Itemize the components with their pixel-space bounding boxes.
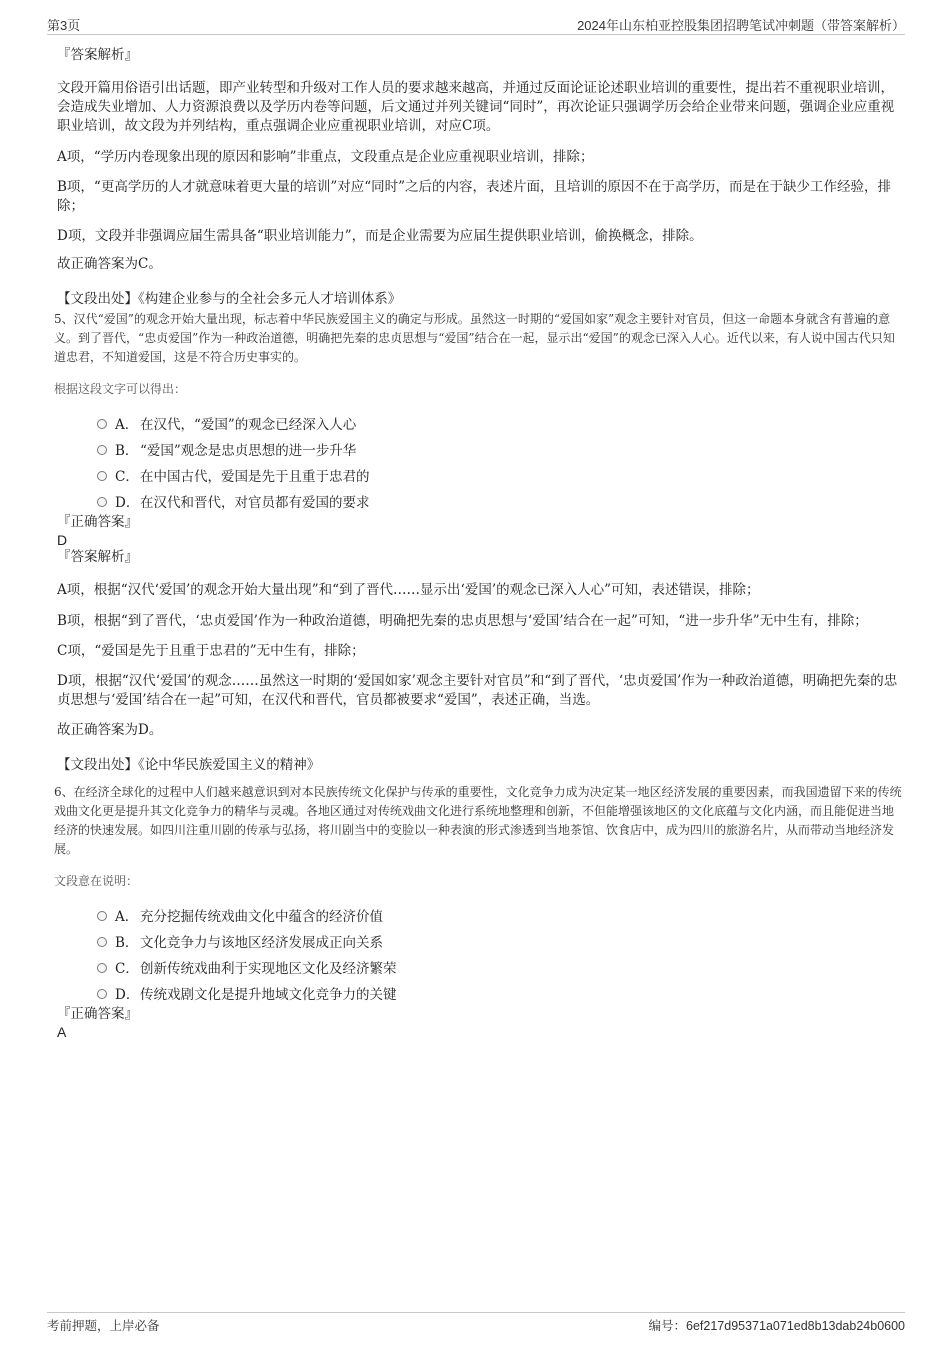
radio-button[interactable] xyxy=(97,497,107,507)
radio-button[interactable] xyxy=(97,911,107,921)
options-group xyxy=(57,411,905,515)
analysis-conclusion: 故正确答案为D。 xyxy=(57,722,163,738)
option-text: 在汉代，“爱国”的观念已经深入人心 xyxy=(140,417,357,433)
option-b[interactable] xyxy=(97,929,905,955)
radio-button[interactable] xyxy=(97,937,107,947)
analysis-paragraph: D项，文段并非强调应届生需具备“职业培训能力”，而是企业需要为应届生提供职业培训，偷换概念，排除。 xyxy=(57,228,703,244)
answer-label: 『正确答案』 xyxy=(57,1006,138,1022)
radio-button[interactable] xyxy=(97,963,107,973)
analysis-paragraph: B项，“更高学历的人才就意味着更大量的培训”对应“同时”之后的内容，表述片面，且培训的原因不在于高学历，而是在于缺少工作经验，排除； xyxy=(57,179,892,214)
code-label: 编号： xyxy=(648,1319,687,1333)
correct-answer: A xyxy=(57,1024,67,1040)
analysis-label: 『答案解析』 xyxy=(57,549,138,565)
passage-source: 【文段出处】《论中华民族爱国主义的精神》 xyxy=(57,757,321,773)
option-letter: C． xyxy=(115,961,139,977)
option-d[interactable] xyxy=(97,489,905,515)
option-letter: C． xyxy=(115,469,139,485)
document-code xyxy=(649,1316,906,1334)
option-text: 创新传统戏曲利于实现地区文化及经济繁荣 xyxy=(140,961,397,977)
option-b[interactable] xyxy=(97,437,905,463)
analysis-paragraph: 文段开篇用俗语引出话题，即产业转型和升级对工作人员的要求越来越高，并通过反面论证论述职业培训的重要性，提出若不重视职业培训，会造成失业增加、人力资源浪费以及学历内卷等问题，后文通过并列关键词“同时”，再次论证只强调学历会给企业带来问题，强调企业应重视职业培训，故文段为并列结构，重点强调企业应重视职业培训，对应C项。 xyxy=(57,80,895,134)
analysis-label: 『答案解析』 xyxy=(57,47,138,63)
option-c[interactable] xyxy=(97,955,905,981)
option-letter: A． xyxy=(115,909,139,925)
analysis-paragraph: A项，根据“汉代‘爱国’的观念开始大量出现”和“到了晋代……显示出‘爱国’的观念已深入人心”可知，表述错误，排除； xyxy=(57,582,760,598)
option-text: 在汉代和晋代，对官员都有爱国的要求 xyxy=(140,495,370,511)
analysis-paragraph: A项，“学历内卷现象出现的原因和影响”非重点，文段重点是企业应重视职业培训，排除； xyxy=(57,149,594,165)
option-letter: B． xyxy=(115,935,139,951)
page-content xyxy=(54,44,905,1040)
analysis-paragraph: B项，根据“到了晋代，‘忠贞爱国’作为一种政治道德，明确把先秦的忠贞思想与‘爱国’结合在一起”可知，“进一步升华”无中生有，排除； xyxy=(57,613,868,629)
radio-button[interactable] xyxy=(97,445,107,455)
answer-label: 『正确答案』 xyxy=(57,514,138,530)
question-stem: 6、在经济全球化的过程中人们越来越意识到对本民族传统文化保护与传承的重要性，文化竞争力成为决定某一地区经济发展的重要因素，而我国遗留下来的传统戏曲文化更是提升其文化竞争力的精华与灵魂。各地区通过对传统戏曲文化进行系统地整理和创新，不但能增强该地区的文化底蕴与文化内涵，而且能促进当地经济的快速发展。如四川注重川剧的传承与弘扬，将川剧当中的变脸以一种表演的形式渗透到当地茶馆、饮食店中，成为四川的旅游名片，从而带动当地经济发展。 xyxy=(54,785,902,856)
radio-button[interactable] xyxy=(97,989,107,999)
code-value: 6ef217d95371a071ed8b13dab24b0600 xyxy=(686,1319,905,1333)
options-group xyxy=(57,903,905,1007)
option-text: 文化竞争力与该地区经济发展成正向关系 xyxy=(140,935,383,951)
option-text: “爱国”观念是忠贞思想的进一步升华 xyxy=(140,443,357,459)
page-number: 第3页 xyxy=(47,18,81,33)
radio-button[interactable] xyxy=(97,471,107,481)
radio-button[interactable] xyxy=(97,419,107,429)
option-letter: A． xyxy=(115,417,139,433)
question-prompt: 文段意在说明： xyxy=(54,874,139,888)
correct-answer: D xyxy=(57,532,68,548)
document-title: 2024年山东柏亚控股集团招聘笔试冲刺题（带答案解析） xyxy=(577,18,905,33)
analysis-paragraph: C项，“爱国是先于且重于忠君的”无中生有，排除； xyxy=(57,643,365,659)
option-d[interactable] xyxy=(97,981,905,1007)
option-text: 充分挖掘传统戏曲文化中蕴含的经济价值 xyxy=(140,909,383,925)
footer-slogan: 考前押题，上岸必备 xyxy=(47,1319,160,1333)
passage-source: 【文段出处】《构建企业参与的全社会多元人才培训体系》 xyxy=(57,291,402,307)
option-text: 在中国古代，爱国是先于且重于忠君的 xyxy=(140,469,370,485)
page-header xyxy=(47,14,905,35)
analysis-conclusion: 故正确答案为C。 xyxy=(57,256,162,272)
option-letter: B． xyxy=(115,443,139,459)
option-letter: D． xyxy=(115,987,140,1003)
question-prompt: 根据这段文字可以得出： xyxy=(54,382,187,396)
option-letter: D． xyxy=(115,495,140,511)
option-c[interactable] xyxy=(97,463,905,489)
option-a[interactable] xyxy=(97,903,905,929)
question-stem: 5、汉代“爱国”的观念开始大量出现，标志着中华民族爱国主义的确定与形成。虽然这一时期的“爱国如家”观念主要针对官员，但这一命题本身就含有普遍的意义。到了晋代，“忠贞爱国”作为一种政治道德，明确把先秦的忠贞思想与“爱国”结合在一起，显示出“爱国”的观念已深入人心。近代以来，有人说中国古代只知道忠君，不知道爱国，这是不符合历史事实的。 xyxy=(54,312,895,364)
page-footer xyxy=(47,1312,905,1335)
option-a[interactable] xyxy=(97,411,905,437)
analysis-paragraph: D项，根据“汉代‘爱国’的观念……虽然这一时期的‘爱国如家’观念主要针对官员”和“到了晋代，‘忠贞爱国’作为一种政治道德，明确把先秦的忠贞思想与‘爱国’结合在一起”可知，在汉代和晋代，官员都被要求“爱国”，表述正确，当选。 xyxy=(57,673,898,708)
option-text: 传统戏剧文化是提升地域文化竞争力的关键 xyxy=(140,987,397,1003)
